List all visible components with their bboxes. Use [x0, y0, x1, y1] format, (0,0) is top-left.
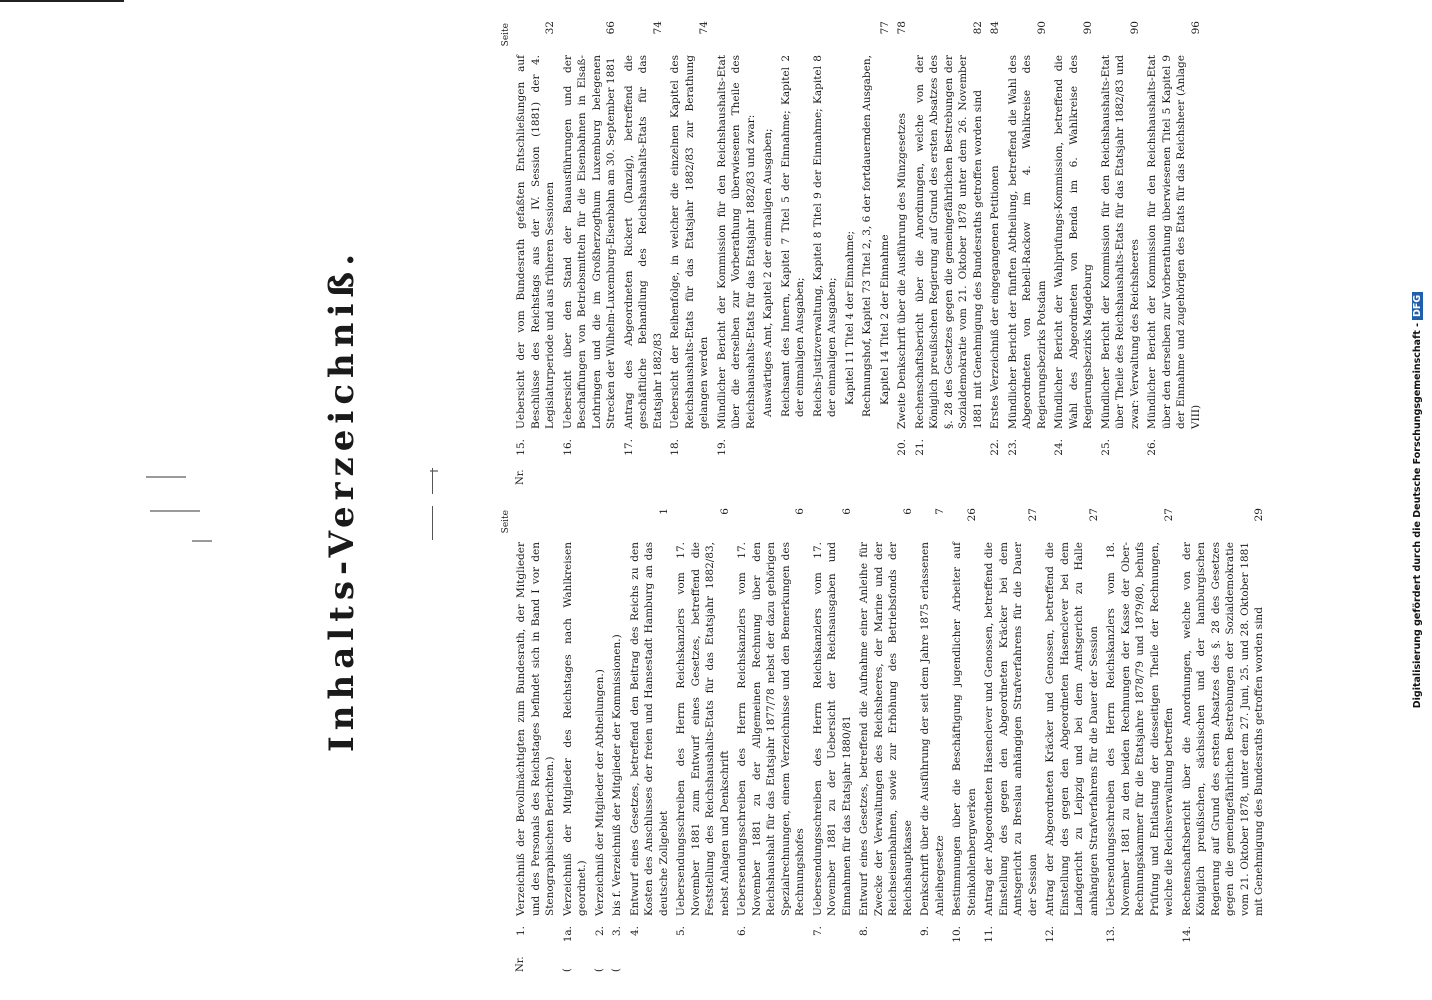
entry-number: 25. [1099, 439, 1112, 456]
entry-number: 17. [622, 439, 635, 456]
entry-prefix [811, 463, 840, 485]
entry-text: Rechnungshof, Kapitel 73 Titel 2, 3, 6 der fortdauernden Ausgaben, [861, 55, 873, 417]
page-title: Inhalts-Verzeichniß. [322, 247, 362, 753]
entry-page: 27 [1026, 508, 1039, 522]
entry-text: Reichs-Justizverwaltung, Kapitel 8 Titel 9 der Einnahme; Kapitel 8 der einmaligen Ausgaben; [811, 55, 838, 417]
toc-entry [1052, 21, 1096, 485]
entry-text: Bestimmungen über die Beschäftigung jugendlicher Arbeiter auf Steinkohlenbergwerken [951, 542, 978, 916]
entry-page: 1 [657, 508, 670, 515]
toc-entry [514, 508, 558, 972]
entry-prefix [1052, 463, 1096, 485]
entry-number: 10. [951, 926, 963, 943]
entry-text: Antrag des Abgeordneten Rickert (Danzig), betreffend die geschäftliche Behandlung des Reichshaushalts-Etats für das Etatsjahr 1882/83 [622, 55, 664, 429]
entry-prefix [811, 950, 855, 972]
entry-number: 1. [515, 926, 527, 937]
entry-text: Entwurf eines Gesetzes, betreffend den Beitrag des Reichs zu den Kosten des Anschlusses der freien und Hansestadt Hamburg an das deutsche Zollgebiet [628, 542, 670, 916]
entry-number: 24. [1053, 439, 1065, 456]
entry-prefix [674, 950, 732, 972]
entry-prefix [1145, 463, 1203, 485]
toc-entry [843, 21, 858, 485]
entry-text: Mündlicher Bericht der Kommission für den Reichshaushalts-Etat über Theile des Reichshaushalts-Etats für das Etatsjahr 1882/83 und zwar: Verwaltung des Reichsheeres [1099, 55, 1141, 429]
entry-page: 6 [718, 508, 731, 515]
entry-text: Rechenschaftsbericht über die Anordnungen, welche von der Königlich preußischen, sächsischen und der hamburgischen Regierung auf Grund des ersten Absatzes des §. 28 des Gesetzes gegen die gemeingefährlichen Bestrebungen der Sozialdemokratie vom 21. Oktober 1878, unter dem 27. Juni, 25. und 28. Oktober 1881 mit Genehmigung des Bundesraths getroffen worden sind [1180, 542, 1265, 916]
entry-number: 16. [561, 439, 574, 456]
digitization-credit [1412, 0, 1423, 1000]
entry-text: Mündlicher Bericht der Wahlprüfungs-Kommission, betreffend die Wahl des Abgeordneten von Benda im 6. Wahlkreise des Regierungsbezirks Magdeburg [1053, 55, 1094, 429]
entry-prefix [913, 463, 986, 485]
entry-prefix: Nr. [515, 469, 526, 485]
toc-list-left [514, 508, 1267, 972]
entry-prefix [1104, 950, 1177, 972]
toc-entry [779, 21, 808, 485]
entry-prefix [982, 950, 1040, 972]
entry-number: 7. [811, 926, 824, 937]
entry-page: 6 [901, 508, 914, 515]
toc-entry [1006, 21, 1050, 485]
entry-text: Kapitel 11 Titel 4 der Einnahme; [843, 230, 856, 405]
entry-number: 11. [983, 926, 995, 943]
entry-text: Verzeichniß der Bevollmächtigten zum Bundesrath, der Mitglieder und des Personals des Reichstages befindet sich in Band I vor den Stenographischen Berichten.) [515, 542, 556, 916]
toc-entry [950, 508, 979, 972]
toc-entry [1043, 508, 1101, 972]
entry-text: Rechenschaftsbericht über die Anordnungen, welche von der Königlich preußischen Regierung auf Grund des ersten Absatzes des §. 28 des Gesetzes gegen die gemeingefährlichen Bestrebungen der Sozialdemokratie vom 21. Oktober 1878 unter dem 26. November 1881 mit Genehmigung des Bundesraths getroffen worden sind [913, 55, 984, 429]
entry-number [860, 429, 875, 463]
entry-prefix [735, 950, 808, 972]
entry-prefix [1099, 463, 1143, 485]
entry-text: Antrag der Abgeordneten Kräcker und Genossen, betreffend die Einstellung des gegen den Abgeordneten Hasenclever bei dem Landgericht zu Leipzig und bei dem Amtsgericht zu Halle anhängigen Strafverfahrens für die Dauer der Session [1044, 542, 1100, 916]
entry-text: Uebersicht über den Stand der Bauausführungen und der Beschaffungen von Betriebsmitteln für die Eisenbahnen in Elsaß-Lothringen und die im Großherzogthum Luxemburg belegenen Strecken der Wilhelm-Luxemburg-Eisenbahn am 30. September 1881 [561, 55, 617, 429]
entry-page: 84 [989, 21, 1001, 35]
toc-entry [561, 21, 619, 485]
toc-entry [878, 21, 893, 485]
entry-text: Uebersicht der vom Bundesrath gefaßten Entschließungen auf Beschlüsse des Reichstags aus der IV. Session (1881) der 4. Legislaturperiode und aus früheren Sessionen [515, 55, 556, 429]
entry-text: Mündlicher Bericht der Kommission für den Reichshaushalts-Etat über die derselben zur Vorberathung überwiesenen Theile des Reichshaushalts-Etats für das Etatsjahr 1882/83 und zwar: [715, 55, 757, 429]
entry-text: Auswärtiges Amt, Kapitel 2 der einmaligen Ausgaben; [762, 128, 774, 417]
entry-number: 15. [515, 439, 527, 456]
title-rule [432, 506, 433, 540]
toc-list-right [514, 21, 1203, 485]
toc-column-right [498, 21, 1378, 485]
entry-number: 18. [669, 439, 681, 456]
entry-number [843, 429, 858, 463]
entry-text: Uebersicht der Reihenfolge, in welcher die einzelnen Kapitel des Reichshaushalts-Etats für das Etatsjahr 1882/83 zur Berathung gelangen werden [669, 55, 710, 429]
entry-prefix [715, 463, 759, 485]
entry-number [811, 429, 840, 463]
entry-page: 74 [698, 21, 710, 35]
toc-entry [860, 21, 875, 485]
toc-entry [913, 21, 986, 485]
toc-entry [514, 21, 558, 485]
toc-entry [982, 508, 1040, 972]
entry-prefix [622, 463, 666, 485]
entry-prefix [857, 950, 915, 972]
entry-prefix: ( [561, 968, 573, 972]
entry-text: Mündlicher Bericht der Kommission für den Reichshaushalts-Etat über den derselben zur Vorberathung überwiesenen Titel 5 Kapitel 9 der Einnahme und zugehörigen des Etats für das Reichsheer (Anlage VIII) [1146, 55, 1202, 429]
entry-text: bis f. Verzeichniß der Mitglieder der Kommissionen.) [611, 634, 623, 916]
entry-page: 74 [651, 21, 664, 35]
entry-page: 26 [965, 508, 978, 522]
entry-page: 32 [544, 21, 556, 35]
entry-number: 26. [1146, 439, 1158, 456]
entry-number: 12. [1044, 926, 1056, 943]
toc-entry [1099, 21, 1143, 485]
entry-prefix [779, 463, 808, 485]
entry-prefix [1006, 463, 1050, 485]
entry-number: 19. [715, 439, 728, 456]
entry-text: Uebersendungsschreiben des Herrn Reichskanzlers vom 17. November 1881 zu der Uebersicht der Reichsausgaben und Einnahmen für das Etatsjahr 1880/81 [811, 542, 853, 916]
entry-page: 6 [794, 508, 806, 515]
entry-number: 2. [593, 926, 606, 937]
entry-prefix [561, 463, 619, 485]
entry-number: 9. [919, 926, 931, 937]
entry-page: 90 [1128, 21, 1141, 35]
toc-entry [628, 508, 672, 972]
toc-entry [988, 21, 1003, 485]
entry-text: Reichsamt des Innern, Kapitel 7 Titel 5 der Einnahme; Kapitel 2 der einmaligen Ausgaben; [779, 55, 806, 417]
toc-entry [811, 508, 855, 972]
entry-page: 78 [896, 21, 908, 35]
entry-number: 23. [1006, 439, 1019, 456]
entry-text: Verzeichniß der Mitglieder der Abtheilungen.) [593, 669, 606, 916]
entry-text: Uebersendungsschreiben des Herrn Reichskanzlers vom 18. November 1881 zu den beiden Rechnungen der Kasse der Ober-Rechnungskammer für die Etatsjahre 1878/79 und 1879/80, behufs Prüfung und Entlastung der diesseitigen Theile der Rechnungen, welche die Reichsverwaltung betreffen [1105, 542, 1175, 916]
entry-number: 5. [675, 926, 687, 937]
entry-prefix [761, 463, 776, 485]
entry-number: 6. [736, 926, 748, 937]
toc-entry [1180, 508, 1267, 972]
toc-entry [761, 21, 776, 485]
entry-prefix [878, 463, 893, 485]
toc-entry [918, 508, 947, 972]
entry-prefix: ( [611, 968, 622, 972]
toc-entry [674, 508, 732, 972]
toc-entry [811, 21, 840, 485]
entry-number [878, 429, 893, 463]
entry-prefix [988, 463, 1003, 485]
entry-page: 27 [1087, 508, 1100, 522]
entry-page: 96 [1189, 21, 1202, 35]
entry-page: 90 [1082, 21, 1094, 35]
entry-prefix [668, 463, 712, 485]
entry-prefix [628, 950, 672, 972]
toc-entry [857, 508, 915, 972]
entry-number: 14. [1180, 926, 1193, 943]
title-rule [432, 468, 433, 494]
entry-text: Verzeichniß der Mitglieder des Reichstages nach Wahlkreisen geordnet.) [561, 542, 588, 916]
entry-number: 20. [896, 439, 908, 456]
toc-entry [735, 508, 808, 972]
entry-prefix [1043, 950, 1101, 972]
entry-prefix: ( [593, 968, 605, 972]
toc-entry [1145, 21, 1203, 485]
toc-entry [715, 21, 759, 485]
entry-text: Entwurf eines Gesetzes, betreffend die Aufnahme einer Anleihe für Zwecke der Verwaltungen des Reichsheeres, der Marine und der Reichseisenbahnen, sowie zur Erhöhung des Betriebsfonds der Reichshauptkasse [858, 542, 914, 916]
entry-number: 8. [858, 926, 870, 937]
entry-text: Denkschrift über die Ausführung der seit dem Jahre 1875 erlassenen Anleihegesetze [919, 542, 946, 916]
entry-number: 4. [628, 926, 641, 937]
toc-entry [895, 21, 910, 485]
entry-number: 13. [1105, 926, 1117, 943]
entry-text: Erstes Verzeichniß der eingegangenen Petitionen [989, 165, 1001, 429]
seite-column-label: Seite [501, 23, 511, 47]
toc-entry [668, 21, 712, 485]
entry-prefix [1180, 950, 1267, 972]
entry-page: 90 [1035, 21, 1048, 35]
entry-page: 66 [605, 21, 617, 35]
entry-text: Zweite Denkschrift über die Ausführung des Münzgesetzes [896, 112, 908, 429]
entry-prefix [843, 463, 858, 485]
entry-page: 77 [878, 21, 891, 35]
entry-prefix: Nr. [515, 956, 526, 972]
entry-page: 6 [840, 508, 853, 515]
dfg-badge: DFG [1412, 292, 1423, 320]
toc-entry [593, 508, 608, 972]
entry-text: Mündlicher Bericht der fünften Abtheilung, betreffend die Wahl des Abgeordneten von Rebell-Rackow im 4. Wahlkreise des Regierungsbezirks Potsdam [1006, 55, 1048, 429]
toc-entry [622, 21, 666, 485]
entry-number: 22. [989, 439, 1001, 456]
seite-column-label: Seite [501, 510, 511, 534]
entry-page: 82 [971, 21, 984, 35]
entry-text: Uebersendungsschreiben des Herrn Reichskanzlers vom 17. November 1881 zum Entwurf eines Gesetzes, betreffend die Feststellung des Reichshaushalts-Etats für das Etatsjahr 1882/83, nebst Anlagen und Denkschrift [675, 542, 731, 916]
toc-entry [561, 508, 590, 972]
entry-prefix [918, 950, 947, 972]
entry-text: Uebersendungsschreiben des Herrn Reichskanzlers vom 17. November 1881 zu der Allgemeinen Rechnung über den Reichshaushalt für das Etatsjahr 1877/78 nebst der dazu gehörigen Spezialrechnungen, einem Verzeichnisse und den Bemerkungen des Rechnungshofes [736, 542, 806, 916]
entry-number [761, 429, 776, 463]
entry-text: Antrag der Abgeordneten Hasenclever und Genossen, betreffend die Einstellung des gegen den Abgeordneten Kräcker bei dem Amtsgericht zu Breslau anhängigen Strafverfahrens für die Dauer der Session [983, 542, 1039, 916]
entry-number: 21. [913, 439, 926, 456]
entry-prefix [895, 463, 910, 485]
entry-prefix [860, 463, 875, 485]
entry-page: 29 [1253, 508, 1265, 522]
entry-number [779, 429, 808, 463]
entry-number: 3. [611, 926, 623, 937]
attribution-text: Digitalisierung gefördert durch die Deutsche Forschungsgemeinschaft - [1412, 322, 1423, 709]
toc-entry [1104, 508, 1177, 972]
entry-page: 27 [1163, 508, 1175, 522]
entry-page: 7 [933, 508, 946, 515]
toc-entry [610, 508, 625, 972]
entry-text: Kapitel 14 Titel 2 der Einnahme [878, 234, 891, 405]
toc-column-left [498, 508, 1378, 972]
entry-number: 1a. [561, 926, 574, 943]
entry-prefix [950, 950, 979, 972]
